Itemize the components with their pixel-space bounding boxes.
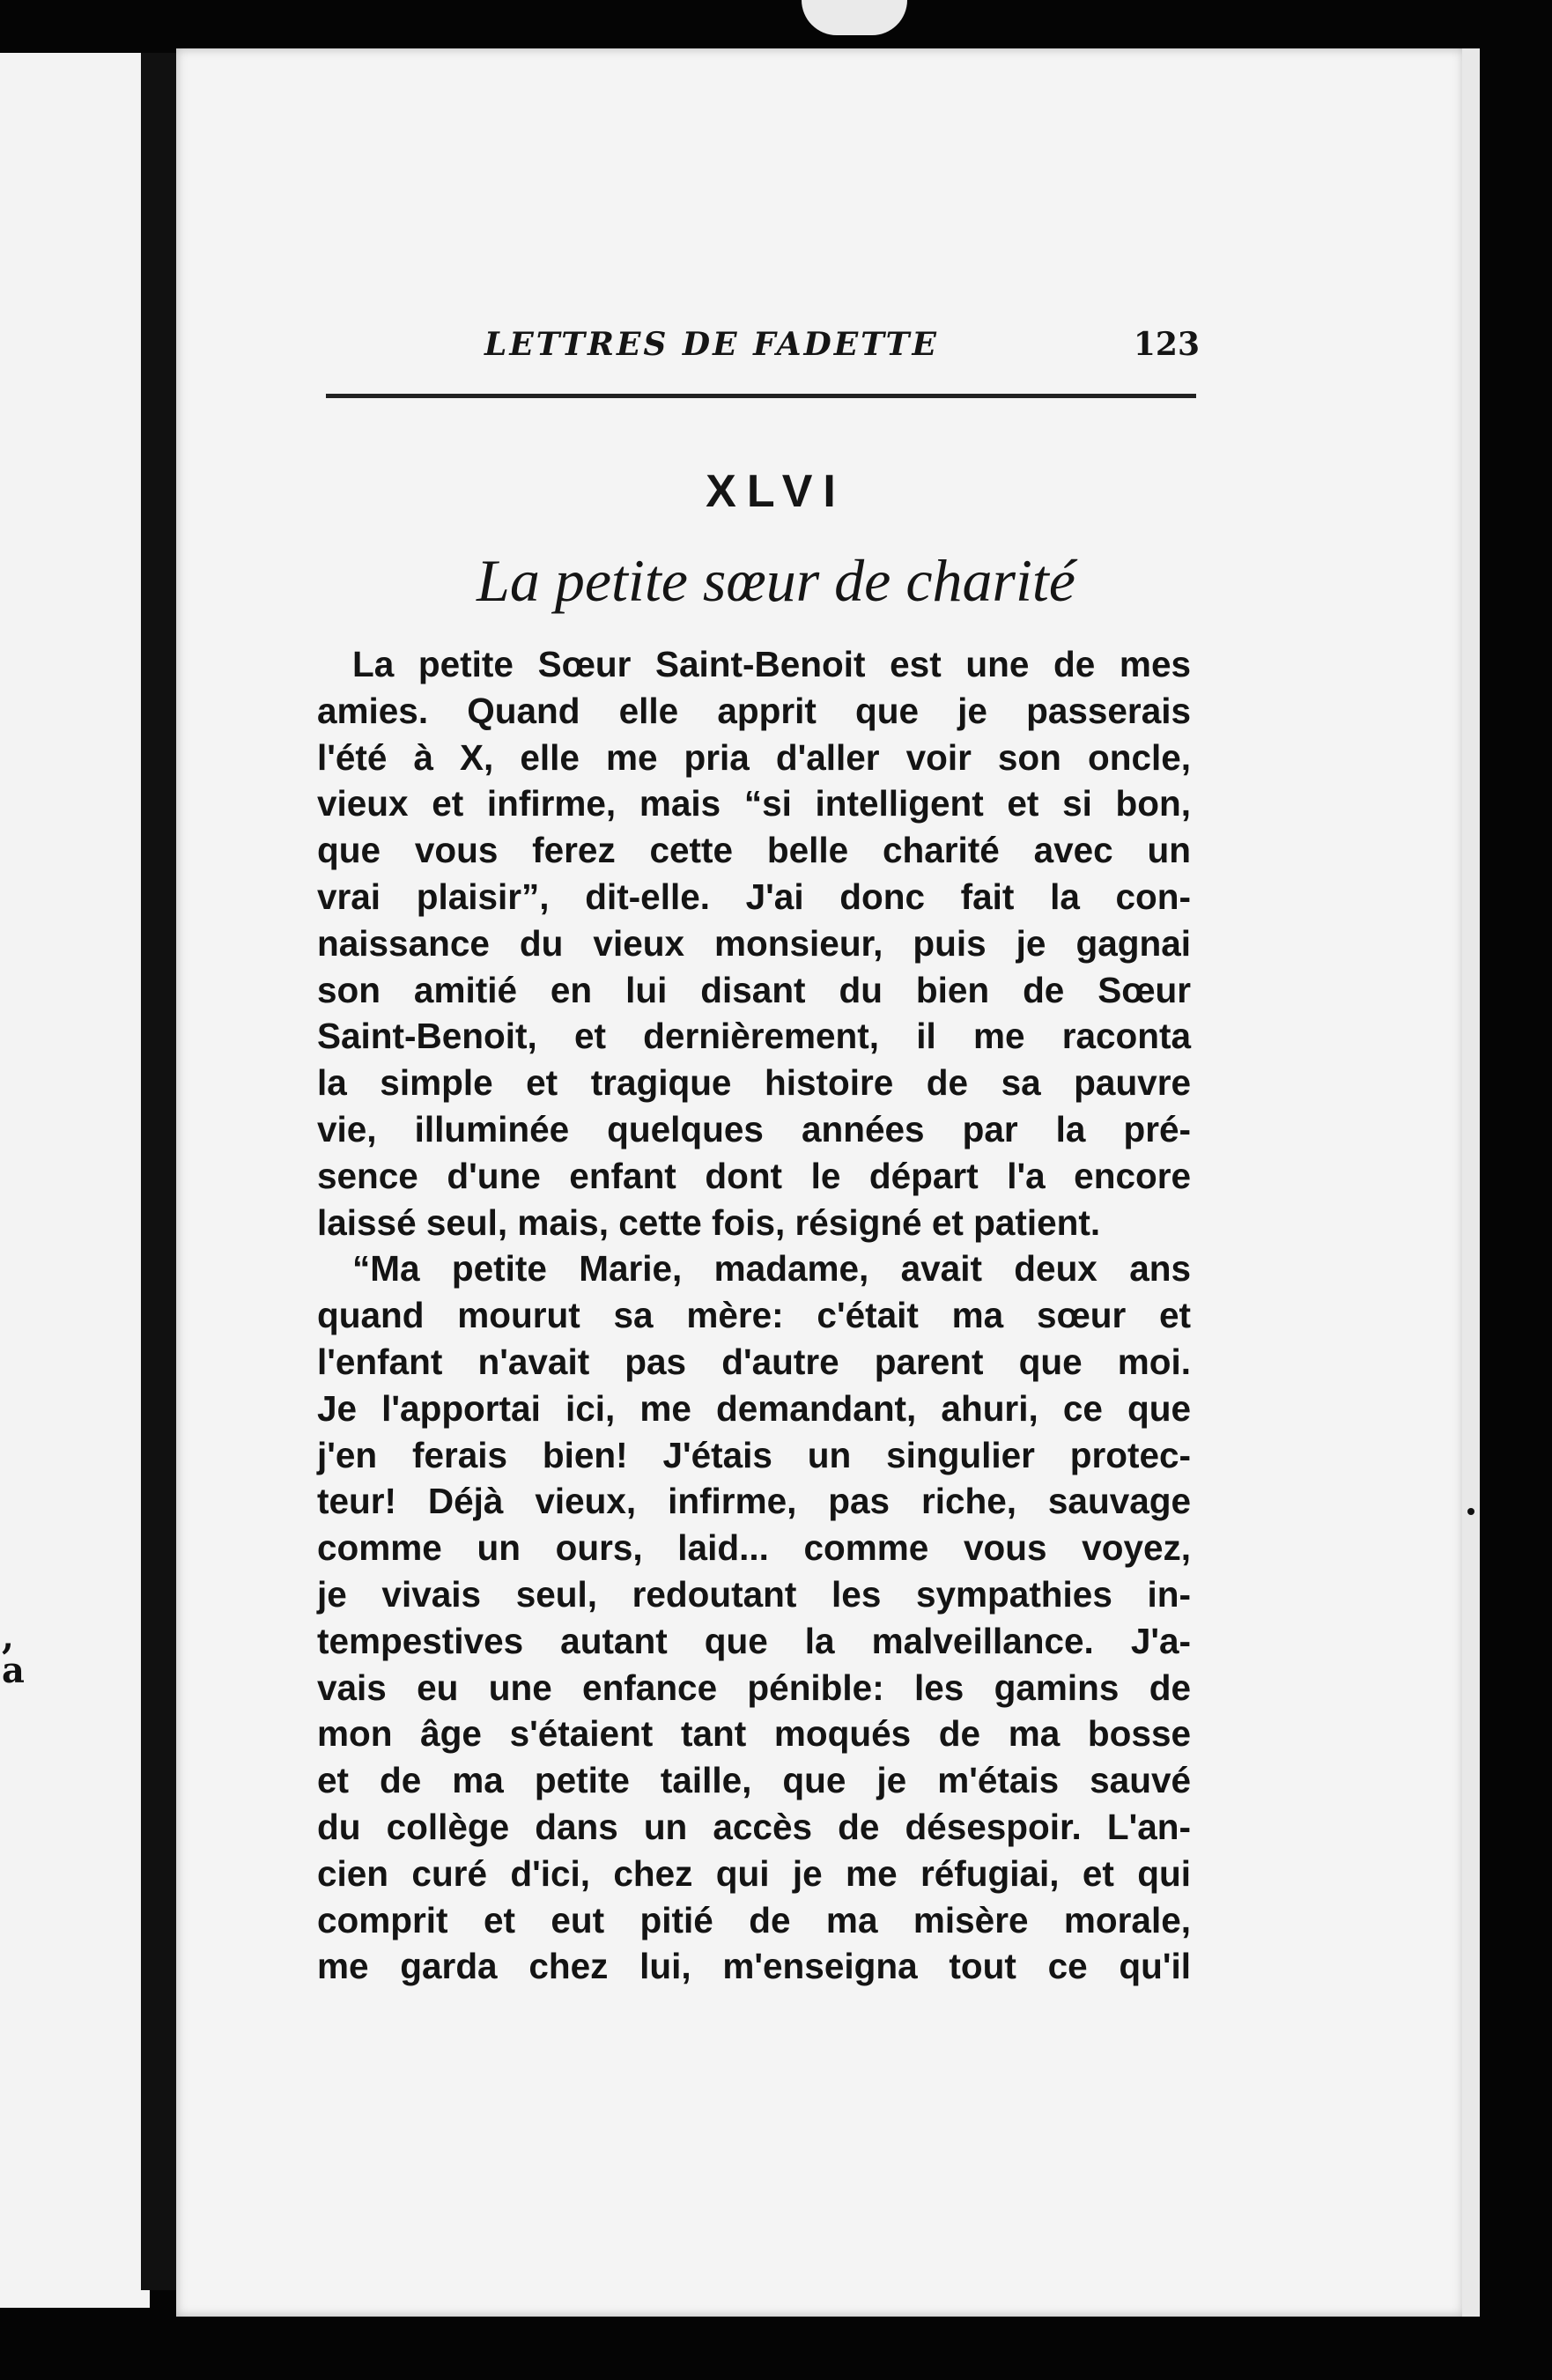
speck	[1467, 1508, 1474, 1515]
text-line: l'été à X, elle me pria d'aller voir son oncle,	[317, 736, 1191, 778]
text-line: Je l'apportai ici, me demandant, ahuri, ce que	[317, 1387, 1191, 1429]
text-line: vais eu une enfance pénible: les gamins de	[317, 1667, 1191, 1708]
scanner-clip	[802, 0, 907, 35]
text-line: laissé seul, mais, cette fois, résigné et patient.	[317, 1201, 1101, 1243]
facing-page-margin-text	[2, 1616, 25, 1691]
text-line: l'enfant n'avait pas d'autre parent que moi.	[317, 1341, 1191, 1382]
text-line: vrai plaisir”, dit-elle. J'ai donc fait la con-	[317, 876, 1191, 917]
text-line: que vous ferez cette belle charité avec un	[317, 830, 1191, 871]
text-line: quand mourut sa mère: c'était ma sœur et	[317, 1295, 1191, 1336]
page-number: 123	[1133, 326, 1200, 363]
body-text	[317, 641, 1191, 1990]
text-line: et de ma petite taille, que je m'étais sauvé	[317, 1760, 1191, 1801]
text-line: vie, illuminée quelques années par la pré-	[317, 1108, 1191, 1149]
facing-page-edge	[0, 53, 150, 2308]
text-line: comme un ours, laid... comme vous voyez,	[317, 1527, 1191, 1569]
header-rule	[326, 394, 1196, 398]
text-line: naissance du vieux monsieur, puis je gagnai	[317, 922, 1191, 964]
text-line: amies. Quand elle apprit que je passerais	[317, 690, 1191, 731]
text-line: tempestives autant que la malveillance. J'a-	[317, 1620, 1191, 1661]
text-line: me garda chez lui, m'enseigna tout ce qu'il	[317, 1946, 1191, 1987]
facing-page-char: ,	[2, 1616, 14, 1658]
chapter-title: La petite sœur de charité	[477, 547, 1075, 614]
text-line: je vivais seul, redoutant les sympathies in-	[317, 1573, 1191, 1615]
text-line: comprit et eut pitié de ma misère morale,	[317, 1899, 1191, 1940]
facing-page-char: a	[2, 1650, 25, 1691]
text-line: vieux et infirme, mais “si intelligent et si bon,	[317, 783, 1191, 824]
text-line: du collège dans un accès de désespoir. L'an-	[317, 1806, 1191, 1847]
text-line: “Ma petite Marie, madame, avait deux ans	[352, 1248, 1191, 1290]
page-header	[326, 326, 1200, 379]
text-line: sence d'une enfant dont le départ l'a encore	[317, 1155, 1191, 1196]
running-title: LETTRES DE FADETTE	[484, 326, 939, 363]
text-line: j'en ferais bien! J'étais un singulier protec-	[317, 1434, 1191, 1475]
text-line: son amitié en lui disant du bien de Sœur	[317, 969, 1191, 1010]
text-line: Saint-Benoit, et dernièrement, il me raconta	[317, 1016, 1191, 1057]
text-line: teur! Déjà vieux, infirme, pas riche, sauvage	[317, 1481, 1191, 1522]
chapter-number: XLVI	[706, 466, 846, 517]
page-edge	[1462, 48, 1480, 2317]
text-line: la simple et tragique histoire de sa pauvre	[317, 1062, 1191, 1104]
text-line: mon âge s'étaient tant moqués de ma bosse	[317, 1713, 1191, 1755]
text-line: La petite Sœur Saint-Benoit est une de mes	[352, 644, 1191, 684]
text-line: cien curé d'ici, chez qui je me réfugiai, et qui	[317, 1852, 1191, 1894]
